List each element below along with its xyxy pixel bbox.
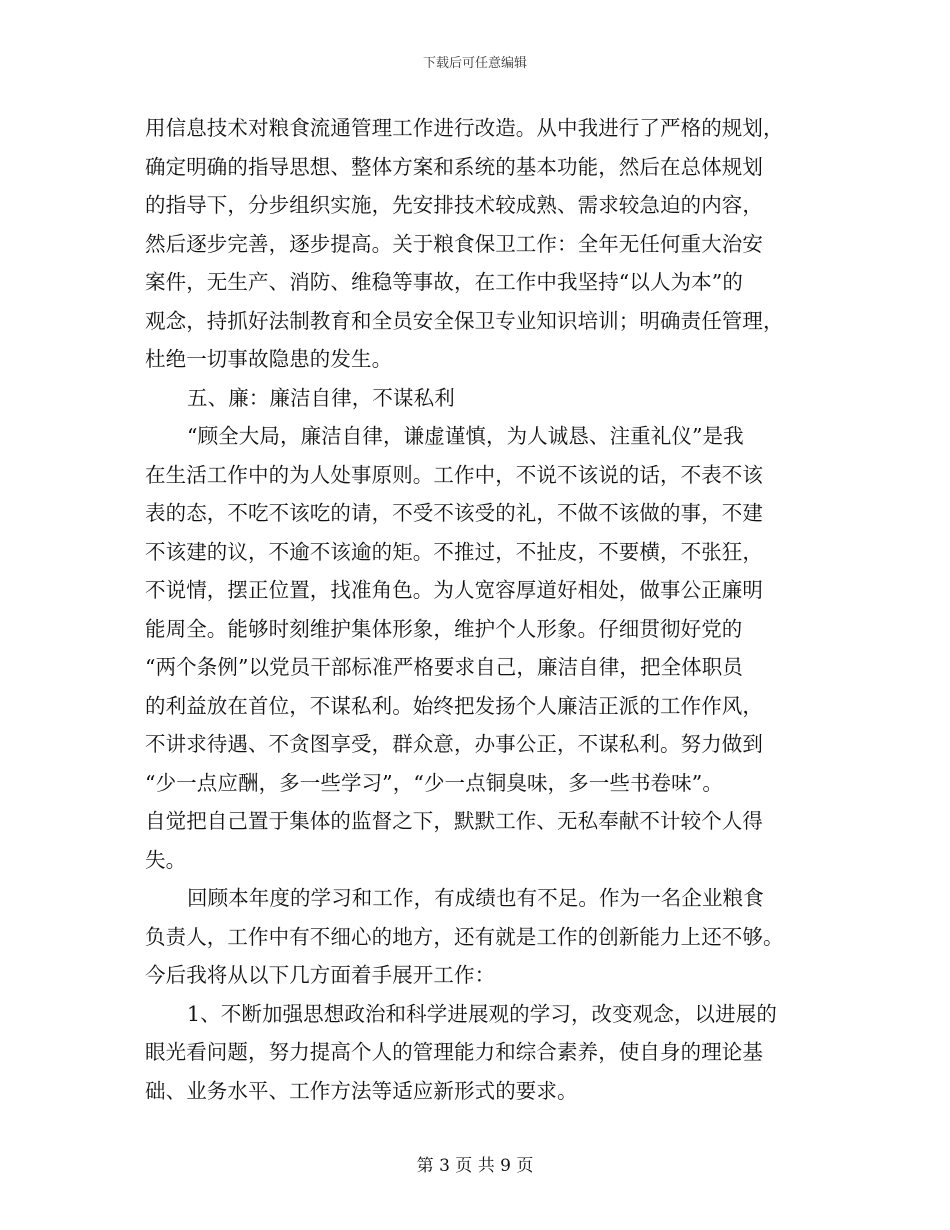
text-line: 不讲求待遇、不贪图享受，群众意，办事公正，不谋私利。努力做到: [145, 732, 763, 756]
text-line: 杜绝一切事故隐患的发生。: [145, 347, 393, 371]
text-line: 的利益放在首位，不谋私利。始终把发扬个人廉洁正派的工作作风，: [145, 693, 763, 718]
text-line: 然后逐步完善，逐步提高。关于粮食保卫工作：全年无任何重大治安: [145, 231, 763, 256]
text-line: 观念，持抓好法制教育和全员安全保卫专业知识培训；明确责任管理，: [145, 308, 784, 333]
text-line: “少一点应酬，多一些学习”，“少一点铜臭味，多一些书卷味”。: [145, 770, 723, 795]
text-line: 眼光看问题，努力提高个人的管理能力和综合素养，使自身的理论基: [145, 1040, 763, 1064]
text-line: 表的态，不吃不该吃的请，不受不该受的礼，不做不该做的事，不建: [145, 501, 763, 525]
text-line: 失。: [145, 847, 187, 872]
page-footer: 第 3 页 共 9 页: [416, 1156, 534, 1176]
text-line: 在生活工作中的为人处事原则。工作中，不说不该说的话，不表不该: [145, 462, 763, 487]
text-line: 用信息技术对粮食流通管理工作进行改造。从中我进行了严格的规划，: [145, 116, 784, 140]
text-line: 自觉把自己置于集体的监督之下，默默工作、无私奉献不计较个人得: [145, 809, 763, 833]
text-line: 不该建的议，不逾不该逾的矩。不推过，不扯皮，不要横，不张狂，: [145, 539, 763, 564]
text-line: 负责人，工作中有不细心的地方，还有就是工作的创新能力上还不够。: [145, 924, 784, 949]
text-line: 今后我将从以下几方面着手展开工作：: [145, 963, 496, 987]
text-line: 础、业务水平、工作方法等适应新形式的要求。: [145, 1078, 578, 1103]
text-line: 确定明确的指导思想、整体方案和系统的基本功能，然后在总体规划: [145, 154, 763, 179]
text-line: 的指导下，分步组织实施，先安排技术较成熟、需求较急迫的内容，: [145, 193, 763, 217]
page-header: 下载后可任意编辑: [422, 56, 527, 71]
text-line: 案件，无生产、消防、维稳等事故，在工作中我坚持“以人为本”的: [145, 270, 743, 294]
paragraph-start: “顾全大局，廉洁自律，谦虚谨慎，为人诚恳、注重礼仪”是我: [187, 424, 744, 448]
list-item-start: 1、不断加强思想政治和科学进展观的学习，改变观念，以进展的: [187, 1001, 777, 1026]
paragraph-start: 回顾本年度的学习和工作，有成绩也有不足。作为一名企业粮食: [187, 886, 764, 910]
section-heading: 五、廉：廉洁自律，不谋私利: [187, 385, 455, 410]
document-body: [145, 109, 817, 1110]
text-line: “两个条例”以党员干部标准严格要求自己，廉洁自律，把全体职员: [145, 655, 743, 679]
text-line: 不说情，摆正位置，找准角色。为人宽容厚道好相处，做事公正廉明: [145, 578, 763, 602]
text-line: 能周全。能够时刻维护集体形象，维护个人形象。仔细贯彻好党的: [145, 616, 743, 641]
